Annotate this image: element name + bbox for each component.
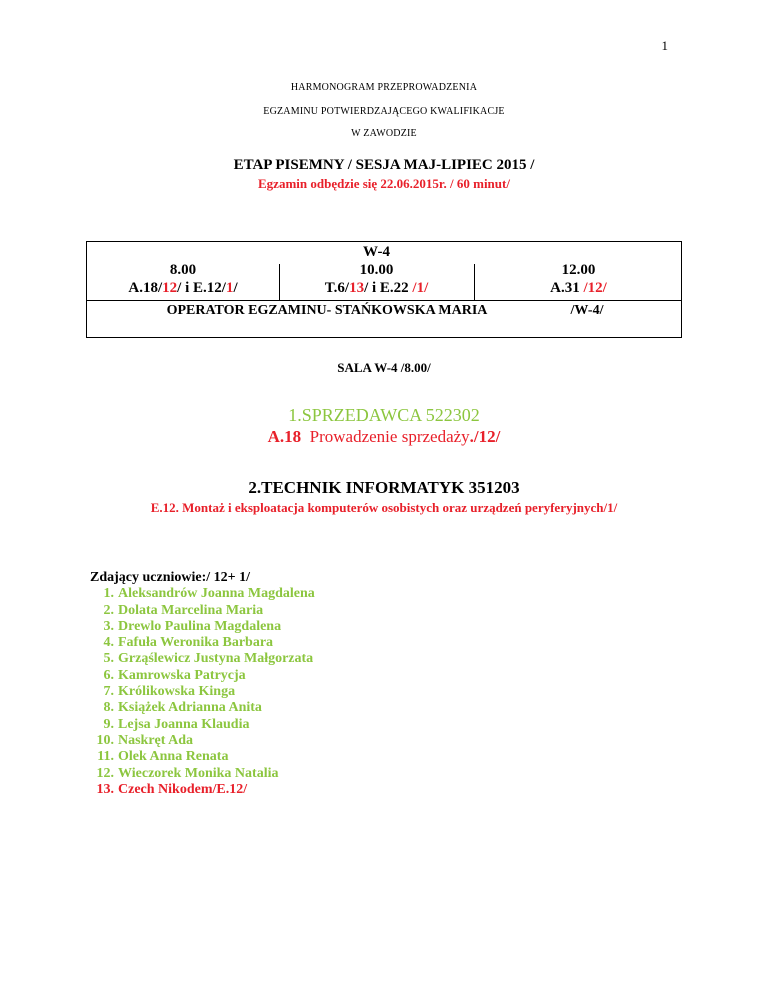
slot-3-qualifications: A.31 /12/	[550, 280, 607, 296]
list-item: 5. Grząślewicz Justyna Małgorzata	[103, 651, 314, 667]
list-item: 1. Aleksandrów Joanna Magdalena	[103, 586, 315, 602]
room-label: W-4	[363, 244, 390, 260]
exam-operator: OPERATOR EGZAMINU- STAŃKOWSKA MARIA	[166, 303, 488, 318]
table-divider	[87, 300, 681, 301]
schedule-table	[86, 241, 682, 338]
list-item: 11. Olek Anna Renata	[97, 749, 229, 765]
students-section	[90, 570, 315, 798]
exam-date-line: Egzamin odbędzie się 22.06.2015r. / 60 minut/	[258, 176, 510, 191]
list-item: 8. Książek Adrianna Anita	[103, 700, 262, 716]
slot-3-time: 12.00	[561, 262, 596, 278]
list-item: 3. Drewlo Paulina Magdalena	[103, 618, 282, 634]
students-list	[90, 586, 315, 798]
slot-1-time: 8.00	[169, 262, 197, 278]
list-item: 13. Czech Nikodem/E.12/	[96, 781, 248, 797]
list-item: 4. Fafuła Weronika Barbara	[103, 635, 274, 651]
slot-1-qualifications: A.18/12/ i E.12/1/	[128, 280, 238, 296]
list-item: 7. Królikowska Kinga	[103, 684, 236, 700]
slot-2-qualifications: T.6/13/ i E.22 /1/	[324, 280, 429, 296]
profession-2-title: 2.TECHNIK INFORMATYK 351203	[248, 478, 520, 497]
operator-room: /W-4/	[570, 303, 604, 318]
profession-2-qualification: E.12. Montaż i eksploatacja komputerów osobistych oraz urządzeń peryferyjnych/1/	[150, 500, 618, 515]
profession-1-title: 1.SPRZEDAWCA 522302	[288, 405, 480, 425]
list-item: 9. Lejsa Joanna Klaudia	[103, 716, 250, 732]
header-line-2: EGZAMINU POTWIERDZAJĄCEGO KWALIFIKACJE	[263, 106, 505, 117]
profession-1-qualification: A.18 Prowadzenie sprzedaży./12/	[267, 427, 501, 446]
page-number: 1	[661, 38, 668, 53]
header-line-3: W ZAWODZIE	[351, 128, 417, 139]
list-item: 2. Dolata Marcelina Maria	[103, 602, 264, 618]
slot-2-time: 10.00	[359, 262, 394, 278]
list-item: 10. Naskręt Ada	[96, 732, 194, 748]
list-item: 6. Kamrowska Patrycja	[103, 667, 246, 683]
students-header: Zdający uczniowie:/ 12+ 1/	[90, 570, 251, 585]
list-item: 12. Wieczorek Monika Natalia	[96, 765, 279, 781]
header-line-1: HARMONOGRAM PRZEPROWADZENIA	[290, 82, 478, 93]
session-title: ETAP PISEMNY / SESJA MAJ-LIPIEC 2015 /	[233, 157, 535, 173]
room-time: SALA W-4 /8.00/	[337, 360, 431, 375]
